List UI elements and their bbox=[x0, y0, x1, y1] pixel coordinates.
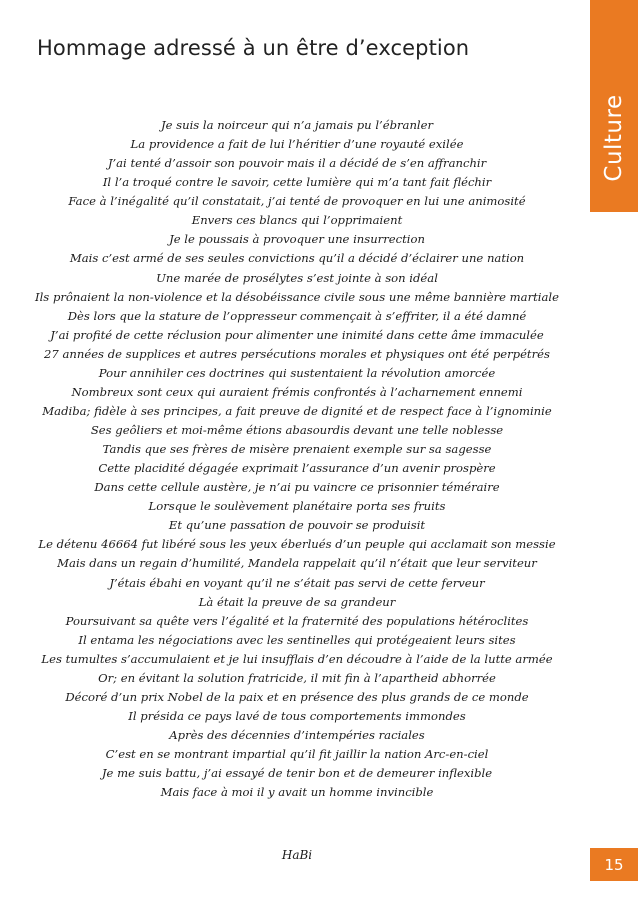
author-signature: HaBi bbox=[281, 848, 313, 862]
poem-line: Nombreux sont ceux qui auraient frémis confrontés à l’acharnement ennemi bbox=[71, 384, 523, 399]
poem-line: Une marée de prosélytes s’est jointe à son idéal bbox=[156, 270, 438, 285]
poem-line: Pour annihiler ces doctrines qui sustentaient la révolution amorcée bbox=[98, 365, 496, 380]
poem-line: Or; en évitant la solution fratricide, il mit fin à l’apartheid abhorrée bbox=[98, 670, 496, 685]
poem-line: Et qu’une passation de pouvoir se produisit bbox=[168, 518, 426, 533]
poem-line: Lorsque le soulèvement planétaire porta ses fruits bbox=[148, 499, 446, 514]
poem-line: Il l’a troqué contre le savoir, cette lumière qui m’a tant fait fléchir bbox=[102, 175, 492, 190]
poem-line: Dès lors que la stature de l’oppresseur commençait à s’effriter, il a été damné bbox=[67, 308, 527, 323]
poem-line: 27 années de supplices et autres persécutions morales et physiques ont été perpétrés bbox=[44, 346, 550, 361]
poem-line: Madiba; fidèle à ses principes, a fait preuve de dignité et de respect face à l’ignominie bbox=[42, 403, 552, 418]
poem-line: Envers ces blancs qui l’opprimaient bbox=[191, 213, 403, 228]
poem-line: Cette placidité dégagée exprimait l’assurance d’un avenir prospère bbox=[98, 461, 496, 476]
poem-line: Là était la preuve de sa grandeur bbox=[198, 594, 396, 609]
poem-line: Mais dans un regain d’humilité, Mandela rappelait qu’il n’était que leur serviteur bbox=[57, 556, 537, 571]
poem-line: Les tumultes s’accumulaient et je lui insufflais d’en découdre à l’aide de la lutte armée bbox=[41, 651, 553, 666]
poem-line: Poursuivant sa quête vers l’égalité et la fraternité des populations hétéroclites bbox=[65, 613, 529, 628]
poem-line: J’étais ébahi en voyant qu’il ne s’était pas servi de cette ferveur bbox=[109, 575, 485, 590]
poem-line: Ses geôliers et moi-même étions abasourdis devant une telle noblesse bbox=[90, 423, 504, 437]
poem-line: Mais c’est armé de ses seules convictions qu’il a décidé d’éclairer une nation bbox=[69, 251, 525, 266]
poem-line: La providence a fait de lui l’héritier d’une royauté exilée bbox=[130, 137, 464, 152]
page-title: Hommage adressé à un être d’exception bbox=[37, 36, 470, 60]
poem-line: Je suis la noirceur qui n’a jamais pu l’ébranler bbox=[160, 118, 434, 132]
poem-line: Face à l’inégalité qu’il constatait, j’ai tenté de provoquer en lui une animosité bbox=[68, 194, 526, 209]
poem-line: Je me suis battu, j’ai essayé de tenir bon et de demeurer inflexible bbox=[101, 766, 493, 781]
poem-line: Tandis que ses frères de misère prenaient exemple sur sa sagesse bbox=[102, 442, 492, 457]
poem-line: Après des décennies d’intempéries raciales bbox=[169, 728, 425, 742]
poem-line: J’ai tenté d’assoir son pouvoir mais il a décidé de s’en affranchir bbox=[107, 156, 487, 171]
poem-line: Ils prônaient la non-violence et la désobéissance civile sous une même bannière martiale bbox=[35, 289, 559, 304]
section-label: Culture bbox=[601, 94, 627, 182]
poem-line: Le détenu 46664 fut libéré sous les yeux éberlués d’un peuple qui acclamait son messie bbox=[38, 537, 556, 552]
poem-line: J’ai profité de cette réclusion pour alimenter une inimité dans cette âme immaculée bbox=[50, 327, 544, 342]
poem-line: Dans cette cellule austère, je n’ai pu vaincre ce prisonnier téméraire bbox=[94, 480, 500, 495]
page-number: 15 bbox=[590, 848, 638, 881]
poem-body bbox=[0, 116, 594, 802]
poem-line: Décoré d’un prix Nobel de la paix et en présence des plus grands de ce monde bbox=[65, 689, 529, 704]
section-tab bbox=[590, 0, 638, 212]
poem-line: Mais face à moi il y avait un homme invincible bbox=[160, 785, 434, 800]
poem-line: Il entama les négociations avec les sentinelles qui protégeaient leurs sites bbox=[78, 632, 516, 647]
poem-line: C’est en se montrant impartial qu’il fit jaillir la nation Arc-en-ciel bbox=[105, 747, 489, 762]
poem-line: Je le poussais à provoquer une insurrection bbox=[169, 232, 425, 247]
poem-line: Il présida ce pays lavé de tous comportements immondes bbox=[128, 708, 466, 723]
